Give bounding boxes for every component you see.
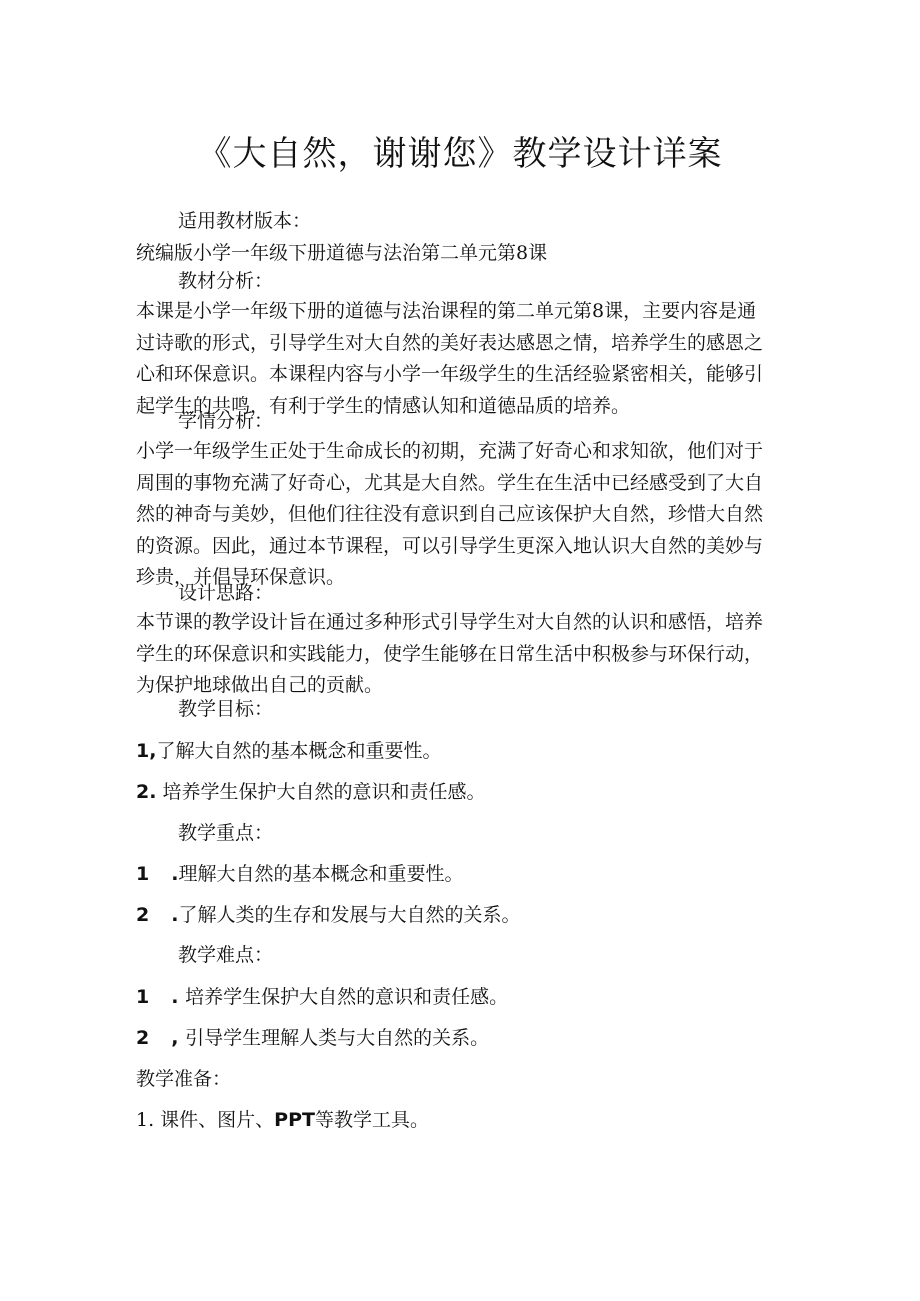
key-point-item: [136, 902, 796, 928]
goal-number: 1,: [136, 740, 157, 762]
learner-heading: 学情分析：: [178, 410, 274, 432]
key-point-number: 2: [136, 904, 150, 926]
key-point-separator: .: [171, 904, 179, 926]
key-point-text: 了解人类的生存和发展与大自然的关系。: [178, 904, 521, 926]
analysis-line: 过诗歌的形式，引导学生对大自然的美好表达感恩之情，培养学生的感恩之: [136, 331, 764, 354]
difficult-point-separator: .: [171, 986, 186, 1008]
prep-item-text: 1. 课件、图片、: [136, 1109, 275, 1131]
difficult-point-item: [136, 1025, 796, 1051]
learner-line: 珍贵，并倡导环保意识。: [136, 566, 346, 588]
goal-text: 了解大自然的基本概念和重要性。: [156, 740, 442, 762]
goal-number: 2.: [136, 781, 157, 803]
difficult-point-item: [136, 984, 796, 1010]
key-heading: 教学重点：: [178, 822, 274, 844]
version-heading: 适用教材版本：: [178, 210, 312, 232]
document-title: 《大自然，谢谢您》教学设计详案: [197, 134, 723, 174]
design-line: 本节课的教学设计旨在通过多种形式引导学生对大自然的认识和感悟，培养: [136, 611, 764, 633]
learner-line: 小学一年级学生正处于生命成长的初期，充满了好奇心和求知欲，他们对于: [136, 440, 764, 462]
key-point-text: 理解大自然的基本概念和重要性。: [178, 863, 464, 885]
prep-heading: 教学准备：: [136, 1068, 232, 1090]
design-line: 学生的环保意识和实践能力，使学生能够在日常生活中积极参与环保行动，: [136, 642, 764, 665]
prep-item-bold: PPT: [274, 1109, 315, 1131]
goal-item: [136, 738, 796, 764]
difficult-point-text: 培养学生保护大自然的意识和责任感。: [185, 986, 509, 1008]
analysis-line: 起学生的共鸣，有利于学生的情感认知和道德品质的培养。: [136, 394, 631, 417]
version-text: 统编版小学一年级下册道德与法治第二单元第8课: [136, 242, 548, 264]
difficult-heading: 教学难点：: [178, 944, 274, 966]
analysis-line: 心和环保意识。本课程内容与小学一年级学生的生活经验紧密相关，能够引: [136, 363, 764, 385]
prep-item: [136, 1107, 796, 1133]
goal-item: [136, 779, 796, 805]
goal-text: 培养学生保护大自然的意识和责任感。: [156, 781, 486, 803]
goals-heading: 教学目标：: [178, 698, 274, 720]
prep-item-text: 等教学工具。: [314, 1109, 429, 1131]
difficult-point-text: 引导学生理解人类与大自然的关系。: [185, 1027, 490, 1049]
difficult-point-number: 1: [136, 986, 150, 1008]
key-point-separator: .: [171, 863, 179, 885]
learner-paragraph: [136, 436, 796, 594]
key-point-number: 1: [136, 863, 150, 885]
design-heading: 设计思路：: [178, 582, 274, 604]
design-line: 为保护地球做出自己的贡献。: [136, 674, 384, 696]
difficult-point-separator: ,: [171, 1027, 186, 1049]
analysis-paragraph: [136, 296, 796, 422]
difficult-point-number: 2: [136, 1027, 150, 1049]
learner-line: 然的神奇与美妙，但他们往往没有意识到自己应该保护大自然，珍惜大自然: [136, 503, 764, 525]
analysis-heading: 教材分析：: [178, 270, 274, 292]
key-point-item: [136, 861, 796, 887]
design-paragraph: [136, 607, 796, 702]
learner-line: 周围的事物充满了好奇心，尤其是大自然。学生在生活中已经感受到了大自: [136, 471, 764, 494]
analysis-line: 本课是小学一年级下册的道德与法治课程的第二单元第8课，主要内容是通: [136, 300, 757, 322]
learner-line: 的资源。因此，通过本节课程，可以引导学生更深入地认识大自然的美妙与: [136, 534, 764, 557]
